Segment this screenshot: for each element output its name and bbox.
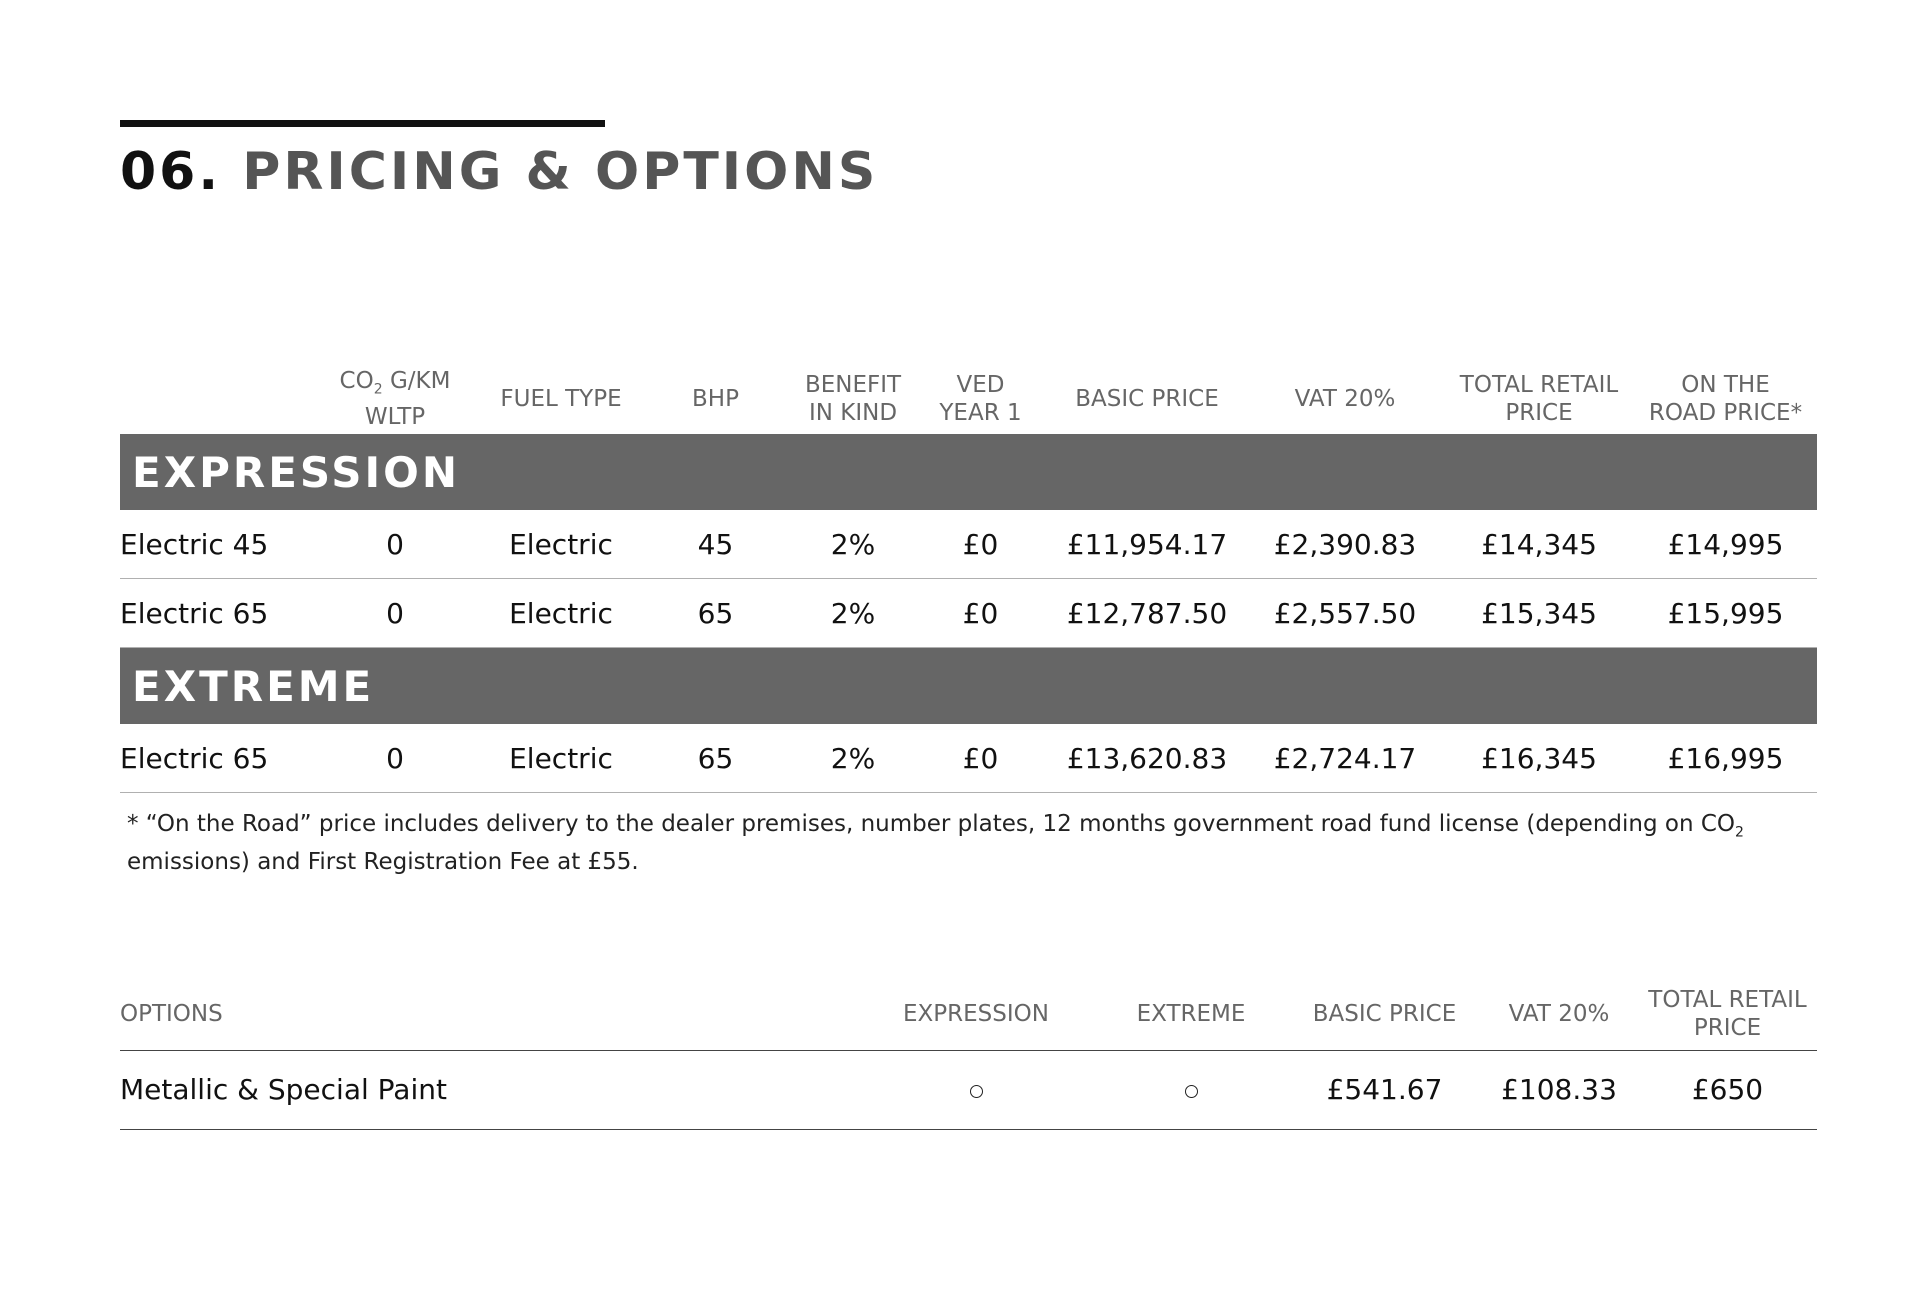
section-title: PRICING & OPTIONS [242, 142, 879, 202]
table-row [120, 1050, 1817, 1129]
header-extreme: EXTREME [1093, 978, 1289, 1050]
title-rule [120, 120, 605, 127]
vat-value: £108.33 [1480, 1050, 1638, 1129]
header-options: OPTIONS [120, 978, 859, 1050]
header-fuel-type: FUEL TYPE [500, 386, 622, 412]
total-retail-value: £14,345 [1444, 510, 1634, 579]
table-row [120, 724, 1817, 793]
bhp-value: 65 [638, 724, 793, 793]
total-retail-value: £650 [1638, 1050, 1817, 1129]
co2-value: 0 [306, 510, 484, 579]
section-number: 06. [120, 142, 222, 202]
header-basic-price: BASIC PRICE [1289, 978, 1480, 1050]
section-title-extreme: EXTREME [120, 648, 1817, 725]
ved-value: £0 [913, 724, 1048, 793]
header-on-the-road-price: ON THE ROAD PRICE* [1648, 372, 1803, 426]
co2-value: 0 [306, 724, 484, 793]
fuel-value: Electric [484, 724, 638, 793]
basic-price-value: £11,954.17 [1048, 510, 1246, 579]
header-co2: $CO_2$ G/KM WLTP [339, 367, 451, 431]
table-row [120, 510, 1817, 579]
header-expression: EXPRESSION [859, 978, 1093, 1050]
expression-availability [859, 1050, 1093, 1129]
fuel-value: Electric [484, 579, 638, 648]
header-bhp: BHP [692, 386, 739, 412]
header-basic-price: BASIC PRICE [1075, 386, 1219, 412]
vat-value: £2,724.17 [1246, 724, 1444, 793]
optional-circle-icon [970, 1085, 983, 1098]
model-name: Electric 65 [120, 579, 306, 648]
ved-value: £0 [913, 579, 1048, 648]
bhp-value: 65 [638, 579, 793, 648]
options-table [120, 978, 1817, 1130]
vat-value: £2,557.50 [1246, 579, 1444, 648]
ved-value: £0 [913, 510, 1048, 579]
bik-value: 2% [793, 724, 913, 793]
otr-value: £16,995 [1634, 724, 1817, 793]
total-retail-value: £16,345 [1444, 724, 1634, 793]
extreme-availability [1093, 1050, 1289, 1129]
pricing-header-row [120, 364, 1817, 434]
basic-price-value: £541.67 [1289, 1050, 1480, 1129]
table-row [120, 579, 1817, 648]
footnote: * “On the Road” price includes delivery to the dealer premises, number plates, 12 months government road fund license (depending on $CO_2$ emissions) and First Registration Fee at £55. [127, 811, 1744, 875]
header-vat: VAT 20% [1294, 386, 1396, 412]
bhp-value: 45 [638, 510, 793, 579]
header-benefit-in-kind: BENEFIT IN KIND [804, 372, 902, 426]
section-row-extreme [120, 648, 1817, 725]
co2-value: 0 [306, 579, 484, 648]
page-title [120, 142, 878, 202]
header-total-retail-price: TOTAL RETAIL PRICE [1638, 978, 1817, 1050]
otr-value: £14,995 [1634, 510, 1817, 579]
header-empty [120, 364, 306, 434]
option-name: Metallic & Special Paint [120, 1050, 859, 1129]
model-name: Electric 45 [120, 510, 306, 579]
section-title-expression: EXPRESSION [120, 434, 1817, 510]
bik-value: 2% [793, 579, 913, 648]
optional-circle-icon [1185, 1085, 1198, 1098]
header-total-retail-price: TOTAL RETAIL PRICE [1459, 372, 1619, 426]
section-row-expression [120, 434, 1817, 510]
total-retail-value: £15,345 [1444, 579, 1634, 648]
model-name: Electric 65 [120, 724, 306, 793]
vat-value: £2,390.83 [1246, 510, 1444, 579]
basic-price-value: £12,787.50 [1048, 579, 1246, 648]
basic-price-value: £13,620.83 [1048, 724, 1246, 793]
bik-value: 2% [793, 510, 913, 579]
otr-value: £15,995 [1634, 579, 1817, 648]
options-header-row [120, 978, 1817, 1050]
pricing-table [120, 364, 1817, 793]
fuel-value: Electric [484, 510, 638, 579]
header-ved: VED YEAR 1 [939, 372, 1022, 426]
header-vat: VAT 20% [1480, 978, 1638, 1050]
